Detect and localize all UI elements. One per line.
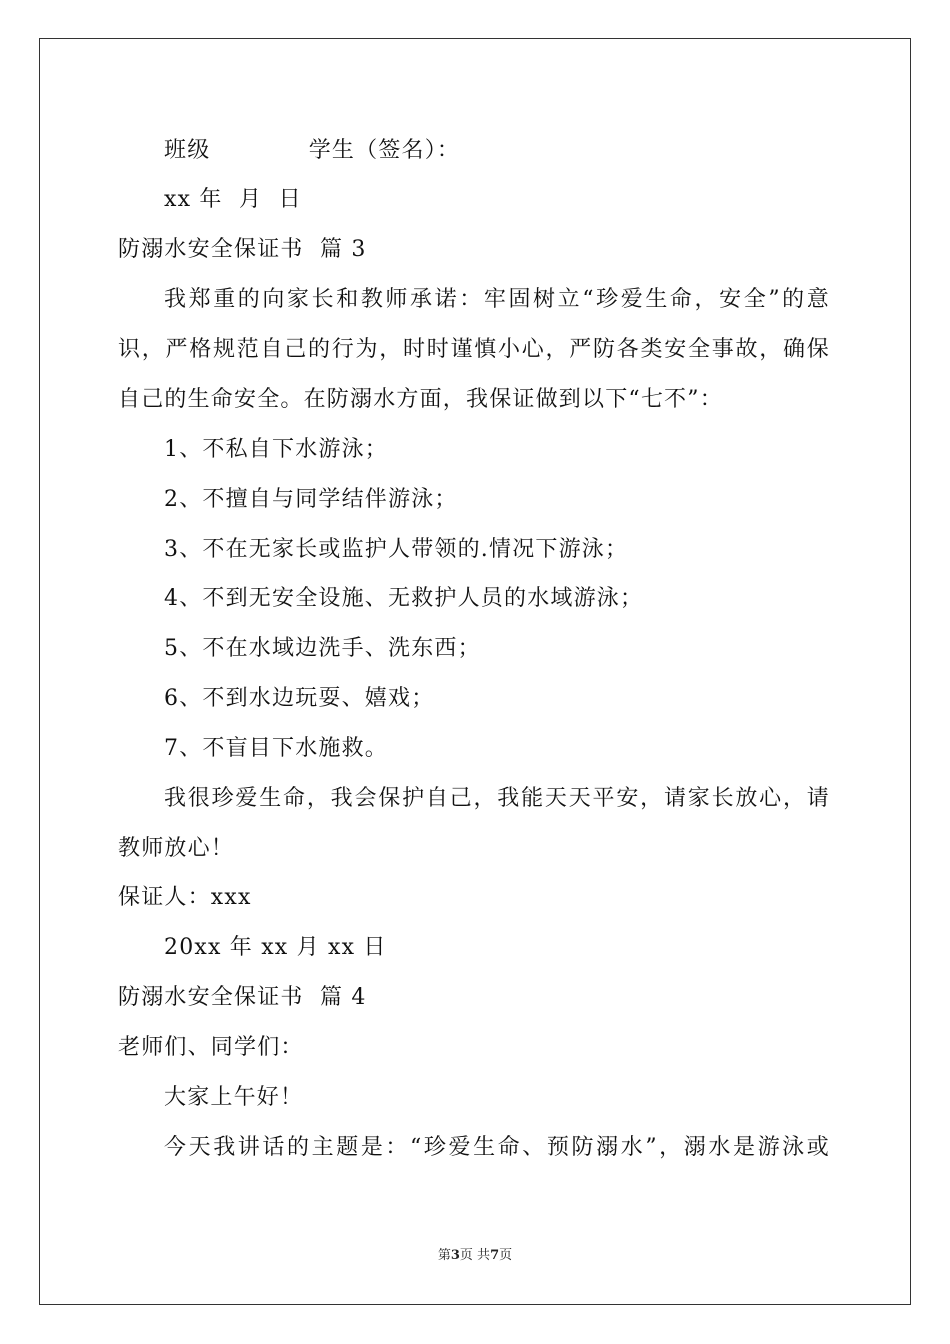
paragraph-line: 今天我讲话的主题是：“珍爱生命、预防溺水”，溺水是游泳或 <box>164 1135 830 1160</box>
date-line: xx 年 月 日 <box>164 187 302 212</box>
guarantor-line: 保证人：xxx <box>118 885 252 910</box>
list-item: 2、不擅自与同学结伴游泳； <box>164 487 458 512</box>
page-footer <box>0 1248 950 1264</box>
section-heading-3: 防溺水安全保证书 篇 3 <box>118 237 367 262</box>
list-item: 1、不私自下水游泳； <box>164 437 388 462</box>
paragraph-line: 自己的生命安全。在防溺水方面，我保证做到以下“七不”： <box>118 387 723 412</box>
salutation-line: 老师们、同学们： <box>118 1035 304 1060</box>
footer-suffix: 页 <box>499 1248 513 1263</box>
date-line: 20xx 年 xx 月 xx 日 <box>164 935 387 960</box>
total-pages-number: 7 <box>490 1248 500 1263</box>
paragraph-line: 我郑重的向家长和教师承诺：牢固树立“珍爱生命，安全”的意 <box>164 287 830 312</box>
list-item: 5、不在水域边洗手、洗东西； <box>164 636 481 661</box>
footer-prefix: 第 <box>437 1248 451 1263</box>
footer-mid: 页 共 <box>459 1248 491 1263</box>
class-signature-line: 班级 学生（签名）： <box>164 138 461 163</box>
paragraph-line: 识，严格规范自己的行为，时时谨慎小心，严防各类安全事故，确保 <box>118 337 830 362</box>
list-item: 4、不到无安全设施、无救护人员的水域游泳； <box>164 586 644 611</box>
current-page-number: 3 <box>450 1248 460 1263</box>
paragraph-line: 我很珍爱生命，我会保护自己，我能天天平安，请家长放心，请 <box>164 786 830 811</box>
list-item: 7、不盲目下水施救。 <box>164 736 388 761</box>
paragraph-line: 教师放心！ <box>118 836 235 861</box>
list-item: 6、不到水边玩耍、嬉戏； <box>164 686 435 711</box>
section-heading-4: 防溺水安全保证书 篇 4 <box>118 985 367 1010</box>
page-border <box>39 38 911 1305</box>
list-item: 3、不在无家长或监护人带领的.情况下游泳； <box>164 537 629 562</box>
greeting-line: 大家上午好！ <box>164 1085 304 1110</box>
